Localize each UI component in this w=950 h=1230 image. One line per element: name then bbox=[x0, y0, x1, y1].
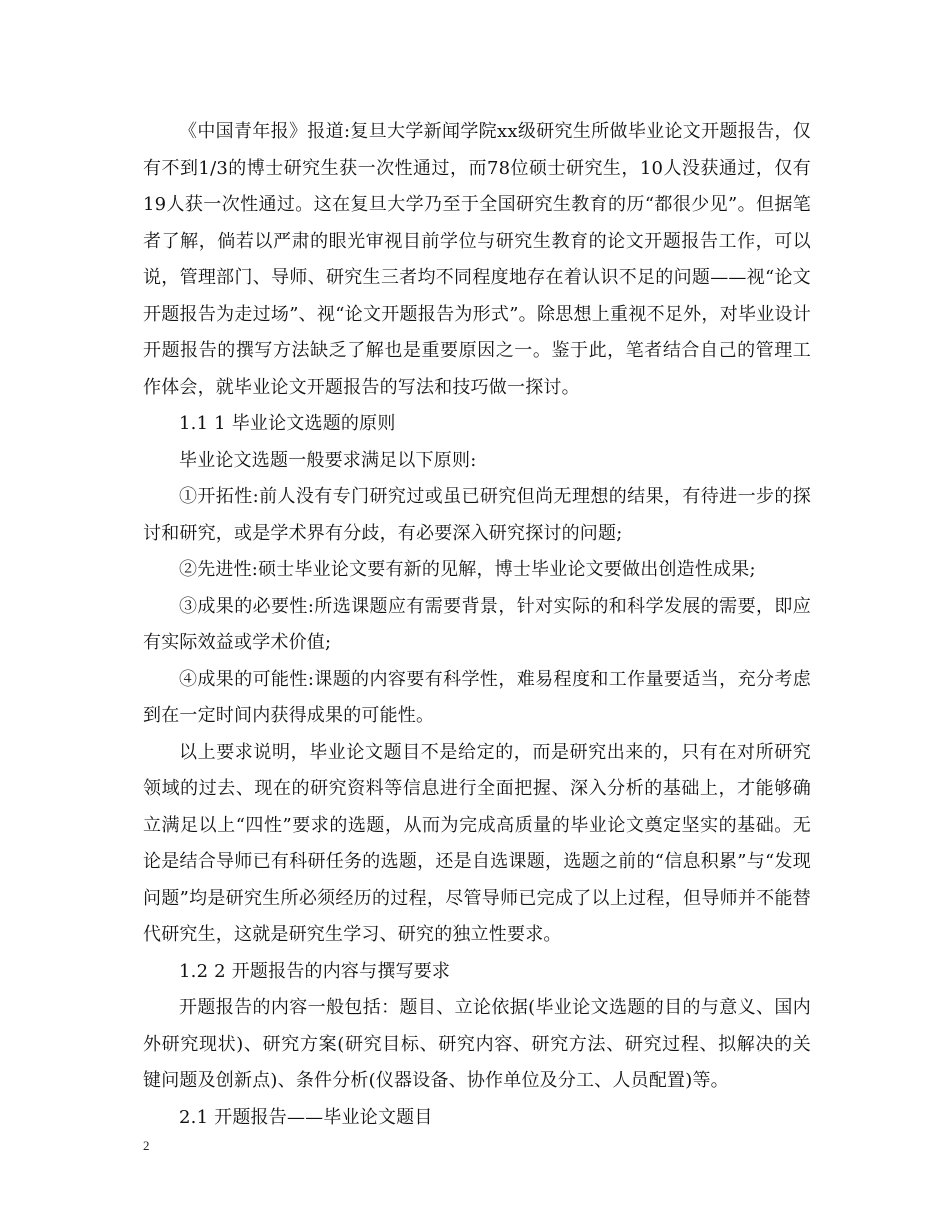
paragraph-principle-2: ②先进性:硕士毕业论文要有新的见解，博士毕业论文要做出创造性成果; bbox=[179, 559, 756, 580]
paragraph-summary: 以上要求说明，毕业论文题目不是给定的，而是研究出来的，只有在对所研究领域的过去、现在的研究资料等信息进行全面把握、深入分析的基础上，才能够确立满足以上“四性”要求的选题，从而为完成高质量的毕业论文奠定坚实的基础。无论是结合导师已有科研任务的选题，还是自选课题，选题之前的“信息积累”与“发现问题”均是研究生所必须经历的过程，尽管导师已完成了以上过程，但导师并不能替代研究生，这就是研究生学习、研究的独立性要求。 bbox=[143, 741, 811, 945]
section-heading-2-1: 2.1 开题报告——毕业论文题目 bbox=[179, 1106, 433, 1128]
section-heading-1-1: 1.1 1 毕业论文选题的原则 bbox=[179, 413, 396, 434]
paragraph-report-contents: 开题报告的内容一般包括：题目、立论依据(毕业论文选题的目的与意义、国内外研究现状)、研究方案(研究目标、研究内容、研究方法、研究过程、拟解决的关键问题及创新点)、条件分析(仪器设备、协作单位及分工、人员配置)等。 bbox=[143, 997, 811, 1091]
paragraph-intro: 《中国青年报》报道:复旦大学新闻学院xx级研究生所做毕业论文开题报告，仅有不到1/3的博士研究生获一次性通过，而78位硕士研究生，10人没获通过，仅有19人获一次性通过。这在复旦大学乃至于全国研究生教育的历“都很少见”。但据笔者了解，倘若以严肃的眼光审视目前学位与研究生教育的论文开题报告工作，可以说，管理部门、导师、研究生三者均不同程度地存在着认识不足的问题——视“论文开题报告为走过场”、视“论文开题报告为形式”。除思想上重视不足外，对毕业设计开题报告的撰写方法缺乏了解也是重要原因之一。鉴于此，笔者结合自己的管理工作体会，就毕业论文开题报告的写法和技巧做一探讨。 bbox=[143, 121, 811, 398]
document-body bbox=[143, 114, 811, 1136]
paragraph-principle-3: ③成果的必要性:所选课题应有需要背景，针对实际的和科学发展的需要，即应有实际效益或学术价值; bbox=[143, 595, 811, 653]
paragraph-principles-lead: 毕业论文选题一般要求满足以下原则: bbox=[179, 449, 477, 471]
section-heading-1-2: 1.2 2 开题报告的内容与撰写要求 bbox=[179, 960, 451, 982]
paragraph-principle-1: ①开拓性:前人没有专门研究过或虽已研究但尚无理想的结果，有待进一步的探讨和研究，或是学术界有分歧，有必要深入研究探讨的问题; bbox=[143, 486, 811, 544]
paragraph-principle-4: ④成果的可能性:课题的内容要有科学性，难易程度和工作量要适当，充分考虑到在一定时间内获得成果的可能性。 bbox=[143, 668, 811, 726]
page-number: 2 bbox=[143, 1138, 150, 1153]
